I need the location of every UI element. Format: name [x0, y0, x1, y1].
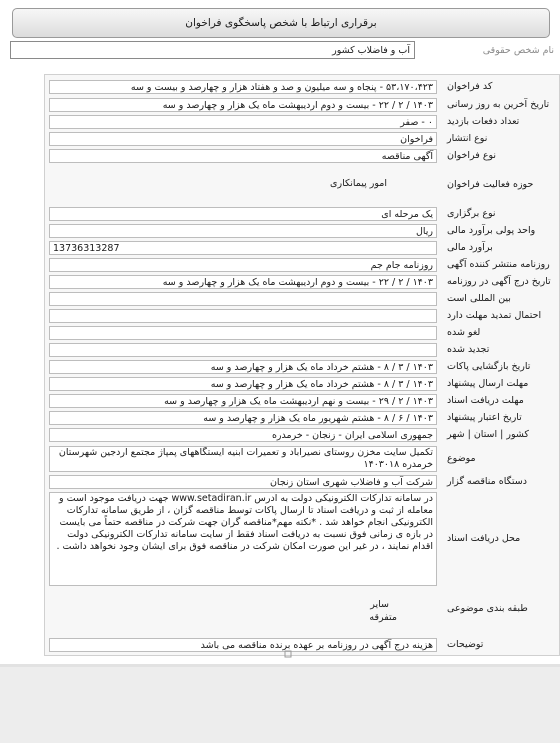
submission-deadline-value: ۱۴۰۳ / ۳ / ۸ - هشتم خرداد ماه یک هزار و چهارصد و سه	[49, 377, 437, 391]
row-document-deadline	[45, 393, 559, 409]
row-newspaper-date	[45, 274, 559, 290]
legal-entity-row	[0, 40, 560, 62]
estimate-label: برآورد مالی	[447, 242, 493, 253]
currency-value: ریال	[49, 224, 437, 238]
row-offer-validity	[45, 410, 559, 426]
row-document-place	[45, 491, 559, 587]
row-last-update	[45, 97, 559, 113]
call-code-label: کد فراخوان	[447, 81, 493, 92]
organizer-value: شرکت آب و فاضلاب شهری استان زنجان	[49, 475, 437, 489]
row-estimate	[45, 240, 559, 256]
last-update-label: تاریخ آخرین به روز رسانی	[447, 99, 550, 110]
document-place-label: محل دریافت اسناد	[447, 533, 521, 544]
row-holding-type	[45, 206, 559, 222]
document-deadline-value: ۱۴۰۳ / ۲ / ۲۹ - بیست و نهم اردیبهشت ماه یک هزار و چهارصد و سه	[49, 394, 437, 408]
topic-class-label: طبقه بندی موضوعی	[447, 603, 528, 614]
row-currency	[45, 223, 559, 239]
activity-area-label: حوزه فعالیت فراخوان	[447, 179, 534, 190]
currency-label: واحد پولی برآورد مالی	[447, 225, 536, 236]
document-place-value: در سامانه تدارکات الکترونیکی دولت به آدرس www.setadiran.ir جهت دریافت موجود است و معامله از ثبت و دریافت اسناد تا ارسال پاکات توسط مناقصه گزان ، از طریق سامانه تدارکات الکترونیکی انجام خواهد شد . *نکته مهم*مناقصه گران جهت شرکت در مناقصه حتماً می بایست در بازه ی زمانی فوق نسبت به دریافت اسناد فقط از سایت سامانه تدارکات الکترونیکی دولت اقدام نمایند ، در غیر این صورت امکان شرکت در مناقصه فوق برای ایشان وجود نخواهد داشت .	[49, 492, 437, 586]
international-label: بین المللی است	[447, 293, 511, 304]
envelope-opening-value: ۱۴۰۳ / ۳ / ۸ - هشتم خرداد ماه یک هزار و چهارصد و سه	[49, 360, 437, 374]
legal-entity-label: نام شخص حقوقی	[482, 45, 554, 56]
call-type-value: آگهی مناقصه	[49, 149, 437, 163]
row-activity-area	[45, 166, 559, 204]
visit-count-value: ۰ - صفر	[49, 115, 437, 129]
row-organizer	[45, 474, 559, 490]
holding-type-value: یک مرحله ای	[49, 207, 437, 221]
activity-area-value: امور پیمانکاری	[330, 178, 387, 189]
holding-type-label: نوع برگزاری	[447, 208, 496, 219]
renewed-value	[49, 343, 437, 357]
estimate-value: 13736313287	[49, 241, 437, 255]
contact-responder-button[interactable]: برقراری ارتباط با شخص پاسخگوی فراخوان	[12, 8, 550, 38]
row-renewed	[45, 342, 559, 358]
row-publish-type	[45, 131, 559, 147]
visit-count-label: تعداد دفعات بازدید	[447, 116, 520, 127]
row-submission-deadline	[45, 376, 559, 392]
international-value	[49, 292, 437, 306]
cancelled-label: لغو شده	[447, 327, 481, 338]
newspaper-label: روزنامه منتشر کننده آگهی	[447, 259, 550, 270]
offer-validity-value: ۱۴۰۳ / ۶ / ۸ - هشتم شهریور ماه یک هزار و چهارصد و سه	[49, 411, 437, 425]
row-call-type	[45, 148, 559, 164]
organizer-label: دستگاه مناقصه گزار	[447, 476, 527, 487]
row-extension	[45, 308, 559, 324]
publish-type-label: نوع انتشار	[447, 133, 488, 144]
document-deadline-label: مهلت دریافت اسناد	[447, 395, 524, 406]
cancelled-value	[49, 326, 437, 340]
newspaper-value: روزنامه جام جم	[49, 258, 437, 272]
renewed-label: تجدید شده	[447, 344, 490, 355]
call-code-value: ۵۳،۱۷۰،۴۲۳ - پنجاه و سه میلیون و صد و هفتاد هزار و چهارصد و بیست و سه	[49, 80, 437, 94]
location-label: کشور | استان | شهر	[447, 429, 529, 440]
submission-deadline-label: مهلت ارسال پیشنهاد	[447, 378, 529, 389]
call-type-label: نوع فراخوان	[447, 150, 497, 161]
row-international	[45, 291, 559, 307]
resize-handle-icon[interactable]	[284, 650, 292, 658]
newspaper-date-value: ۱۴۰۳ / ۲ / ۲۲ - بیست و دوم اردیبهشت ماه یک هزار و چهارصد و سه	[49, 275, 437, 289]
subject-value: تکمیل سایت مخزن روستای نصیرآباد و تعمیرات ابنیه ایستگاههای پمپاژ مجتمع اردجین شهرستان خرمدره ۱۴۰۳۰۱۸	[49, 446, 437, 472]
row-location	[45, 427, 559, 443]
extension-label: احتمال تمدید مهلت دارد	[447, 310, 542, 321]
last-update-value: ۱۴۰۳ / ۲ / ۲۲ - بیست و دوم اردیبهشت ماه یک هزار و چهارصد و سه	[49, 98, 437, 112]
row-visit-count	[45, 114, 559, 130]
description-value: هزینه درج آگهی در روزنامه بر عهده برنده مناقصه می باشد	[49, 638, 437, 652]
call-details-panel	[44, 74, 560, 656]
envelope-opening-label: تاریخ بازگشایی پاکات	[447, 361, 531, 372]
row-description	[45, 637, 559, 653]
row-subject	[45, 445, 559, 473]
description-label: توضیحات	[447, 639, 484, 650]
legal-entity-field[interactable]: آب و فاضلاب کشور	[10, 41, 415, 59]
subject-label: موضوع	[447, 453, 476, 464]
row-envelope-opening	[45, 359, 559, 375]
row-topic-class	[45, 589, 559, 629]
row-cancelled	[45, 325, 559, 341]
location-value: جمهوری اسلامی ایران - زنجان - خرمدره	[49, 428, 437, 442]
topic-class-value: سایر	[370, 599, 389, 610]
topic-class-value2: متفرقه	[369, 612, 397, 623]
offer-validity-label: تاریخ اعتبار پیشنهاد	[447, 412, 522, 423]
newspaper-date-label: تاریخ درج آگهی در روزنامه	[447, 276, 551, 287]
extension-value	[49, 309, 437, 323]
publish-type-value: فراخوان	[49, 132, 437, 146]
page-footer	[0, 667, 560, 743]
row-newspaper	[45, 257, 559, 273]
row-call-code	[45, 79, 559, 95]
